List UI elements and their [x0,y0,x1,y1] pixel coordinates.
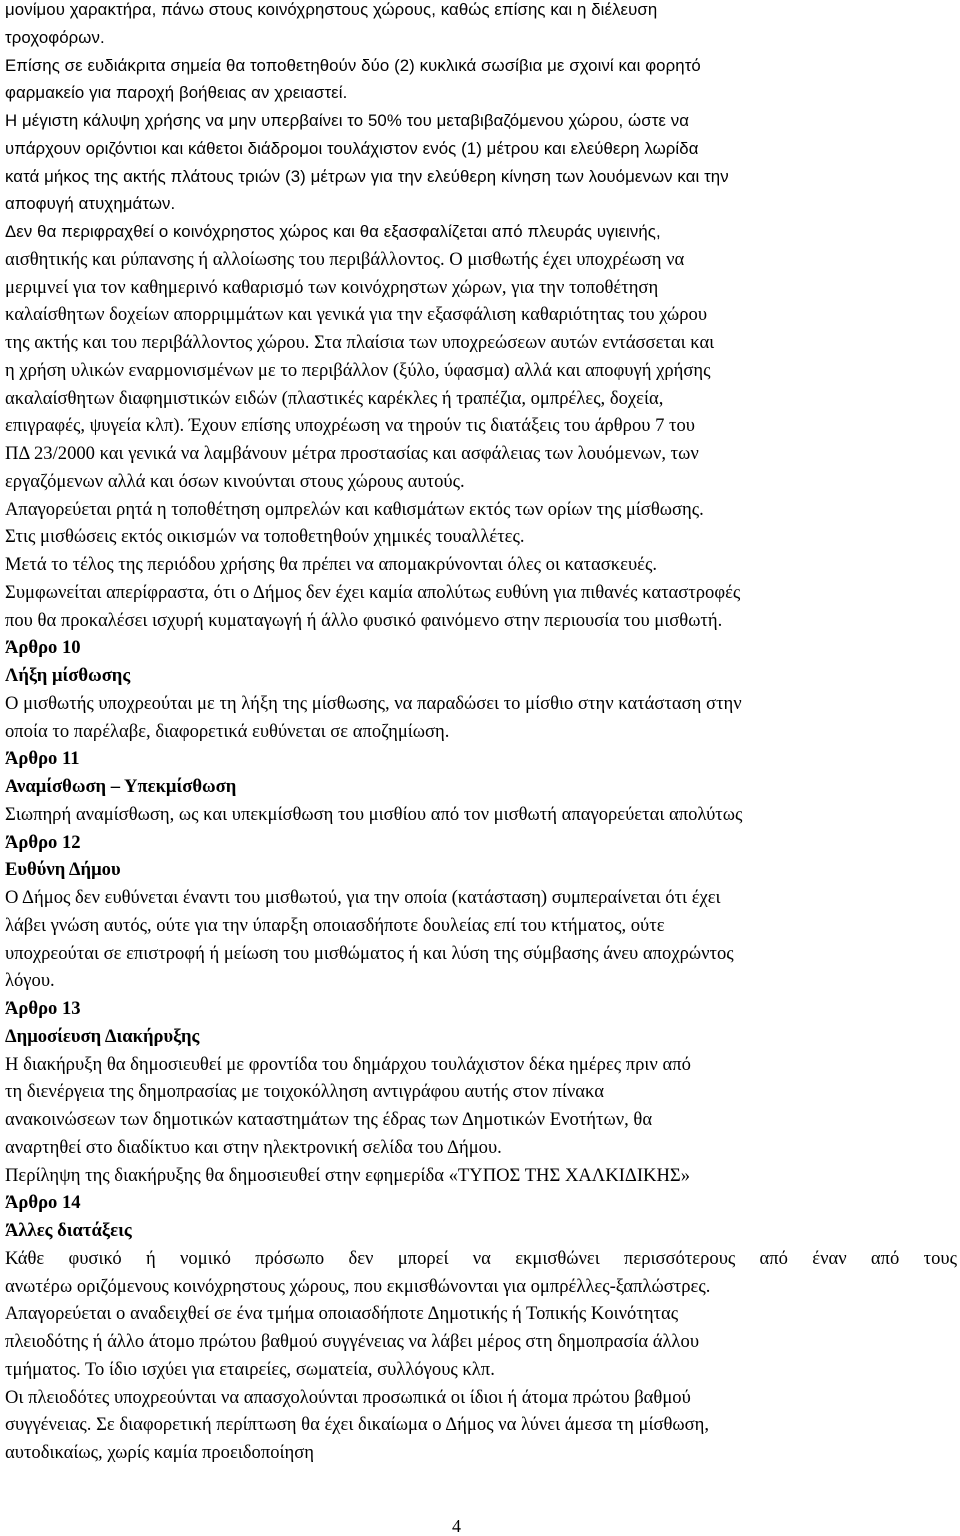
text-line: η χρήση υλικών εναρμονισμένων με το περιβάλλον (ξύλο, ύφασμα) αλλά και αποφυγή χρήσης [5,359,711,381]
text-line: λόγου. [5,970,55,992]
section-heading: Άρθρο 12 [5,831,81,853]
page-number: 4 [452,1516,461,1536]
text-line: υποχρεούται σε επιστροφή ή μείωση του μισθώματος ή και λύση της σύμβασης άνευ αποχρώντος [5,942,734,964]
section-heading: Αναμίσθωση – Υπεκμίσθωση [5,776,237,797]
text-line: Ο μισθωτής υποχρεούται με τη λήξη της μίσθωσης, να παραδώσει το μίσθιο στην κατάσταση στην [5,692,742,714]
text-line: τροχοφόρων. [5,27,105,47]
text-line: καλαίσθητων δοχείων απορριμμάτων και γενικά για την εξασφάλιση καθαριότητας του χώρου [5,304,708,326]
text-line: οποία το παρέλαβε, διαφορετικά ευθύνεται σε αποζημίωση. [5,720,450,742]
text-line: Οι πλειοδότες υποχρεούνται να απασχολούνται προσωπικά οι ίδιοι ή άτομα πρώτου βαθμού [5,1386,691,1408]
text-line: φαρμακείο για παροχή βοήθειας αν χρειαστεί. [5,83,348,103]
section-heading: Ευθύνη Δήμου [5,859,121,881]
text-line: Μετά το τέλος της περιόδου χρήσης θα πρέπει να απομακρύνονται όλες οι κατασκευές. [5,554,657,575]
document-body [5,0,957,1467]
text-line: Η διακήρυξη θα δημοσιευθεί με φροντίδα του δημάρχου τουλάχιστον δέκα ημέρες πριν από [5,1053,691,1075]
section-heading: Άρθρο 11 [5,748,80,770]
text-line: Περίληψη της διακήρυξης θα δημοσιευθεί στην εφημερίδα «ΤΥΠΟΣ ΤΗΣ ΧΑΛΚΙΔΙΚΗΣ» [5,1164,691,1186]
text-line: Απαγορεύεται ρητά η τοποθέτηση ομπρελών και καθισμάτων εκτός των ορίων της μίσθωσης. [5,498,704,520]
section-heading: Άρθρο 13 [5,998,81,1019]
text-line: εργαζόμενων αλλά και όσων κινούνται στους χώρους αυτούς. [5,470,465,492]
text-line: επιγραφές, ψυγεία κλπ). Έχουν επίσης υποχρέωση να τηρούν τις διατάξεις του άρθρου 7 του [5,415,696,437]
text-line: Επίσης σε ευδιάκριτα σημεία θα τοποθετηθούν δύο (2) κυκλικά σωσίβια με σχοινί και φορητό [5,55,701,75]
text-line: τη διενέργεια της δημοπρασίας με τοιχοκόλληση αντιγράφου αυτής στον πίνακα [5,1081,604,1103]
text-line: ανωτέρω οριζόμενους κοινόχρηστους χώρους, που εκμισθώνονται για ομπρέλλες-ξαπλώστρες. [5,1275,711,1297]
text-line: Συμφωνείται απερίφραστα, ότι ο Δήμος δεν έχει καμία απολύτως ευθύνη για πιθανές καταστροφές [5,581,741,603]
text-line: αναρτηθεί στο διαδίκτυο και στην ηλεκτρονική σελίδα του Δήμου. [5,1136,502,1158]
text-line: Δεν θα περιφραχθεί ο κοινόχρηστος χώρος και θα εξασφαλίζεται από πλευράς υγιεινής, [5,222,661,241]
text-line: ανακοινώσεων των δημοτικών καταστημάτων της έδρας των Δημοτικών Ενοτήτων, θα [5,1109,653,1130]
text-line: αισθητικής και ρύπανσης ή αλλοίωσης του περιβάλλοντος. Ο μισθωτής έχει υποχρέωση να [5,248,685,270]
text-line: αυτοδικαίως, χωρίς καμία προειδοποίηση [5,1442,315,1463]
text-line: που θα προκαλέσει ισχυρή κυματαγωγή ή άλλο φυσικό φαινόμενο στην περιουσία του μισθωτή. [5,609,723,631]
text-line: αποφυγή ατυχημάτων. [5,194,176,214]
text-line: ακαλαίσθητων διαφημιστικών ειδών (πλαστικές καρέκλες ή τραπέζια, ομπρέλες, δοχεία, [5,387,664,409]
text-line: μεριμνεί για τον καθημερινό καθαρισμό των κοινόχρηστων χώρων, για την τοποθέτηση [5,276,659,298]
section-heading: Δημοσίευση Διακήρυξης [5,1025,200,1047]
text-line: Στις μισθώσεις εκτός οικισμών να τοποθετηθούν χημικές τουαλλέτες. [5,526,525,548]
text-line: Ο Δήμος δεν ευθύνεται έναντι του μισθωτού, για την οποία (κατάσταση) συμπεραίνεται ότι έχει [5,887,721,908]
text-line: της ακτής και του περιβάλλοντος χώρου. Στα πλαίσια των υποχρεώσεων αυτών εντάσσεται και [5,332,715,353]
section-heading: Άλλες διατάξεις [5,1220,132,1241]
text-line: μονίμου χαρακτήρα, πάνω στους κοινόχρηστους χώρους, καθώς επίσης και η διέλευση [5,0,658,19]
text-line: κατά μήκος της ακτής πλάτους τριών (3) μέτρων για την ελεύθερη κίνηση των λουόμενων και την [5,166,729,186]
text-line: λάβει γνώση αυτός, ούτε για την ύπαρξη οποιασδήποτε δουλείας επί του κτήματος, ούτε [5,914,665,936]
text-line: Απαγορεύεται ο αναδειχθεί σε ένα τμήμα οποιασδήποτε Δημοτικής ή Τοπικής Κοινότητας [5,1303,679,1325]
text-line: ΠΔ 23/2000 και γενικά να λαμβάνουν μέτρα προστασίας και ασφάλειας των λουόμενων, των [5,443,699,464]
text-line: Η μέγιστη κάλυψη χρήσης να μην υπερβαίνει το 50% του μεταβιβαζόμενου χώρου, ώστε να [5,111,690,130]
text-line: Κάθε φυσικό ή νομικό πρόσωπο δεν μπορεί να εκμισθώνει περισσότερους από έναν από τους [5,1247,957,1269]
text-line: συγγένειας. Σε διαφορετική περίπτωση θα έχει δικαίωμα ο Δήμος να λύνει άμεσα τη μίσθωση, [5,1414,710,1436]
text-line: πλειοδότης ή άλλο άτομο πρώτου βαθμού συγγένειας να λάβει μέρος στη δημοπρασία άλλου [5,1331,700,1352]
text-line: υπάρχουν οριζόντιοι και κάθετοι διάδρομοι τουλάχιστον ενός (1) μέτρου και ελεύθερη λωρίδα [5,138,699,158]
section-heading: Άρθρο 14 [5,1192,81,1214]
section-heading: Άρθρο 10 [5,637,81,659]
section-heading: Λήξη μίσθωσης [5,665,131,686]
text-line: τμήματος. Το ίδιο ισχύει για εταιρείες, σωματεία, συλλόγους κλπ. [5,1358,495,1380]
text-line: Σιωπηρή αναμίσθωση, ως και υπεκμίσθωση του μισθίου από τον μισθωτή απαγορεύεται απολύτως [5,803,743,825]
